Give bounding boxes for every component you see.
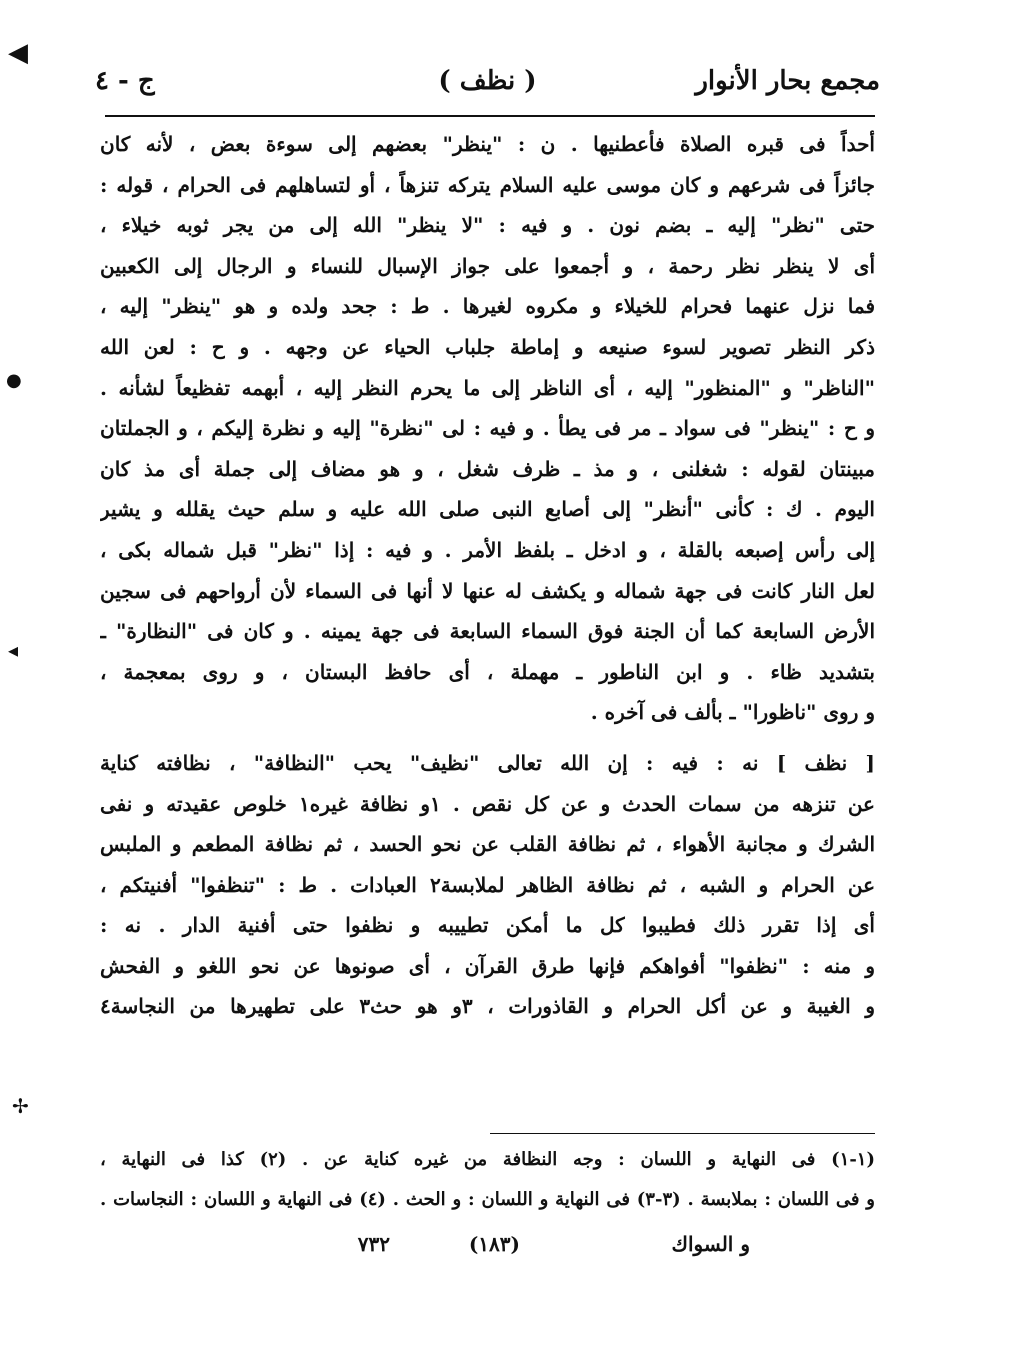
text-line: مبينتان لقوله : شغلنى ، و مذ ـ ظرف شغل ، و هو مضاف إلى جملة أى مذ كان [100,456,875,481]
footnote-rule [490,1133,875,1134]
page-footer [190,1232,750,1268]
text-line: اليوم . ك : كأنى "أنظر" إلى أصابع النبى صلى الله عليه و سلم حيث يقلله و يشير [100,497,875,522]
running-header [95,62,880,106]
text-line: أى إذا تقرر ذلك فطيبوا كل ما أمكن تطييبه و نظفوا حتى أفنية الدار . نه : [100,913,875,938]
text-line: ذكر النظر تصوير لسوء صنيعه و إماطة جلباب الحياء عن وجهه . و ح : لعن الله [100,334,875,359]
text-line: و الغيبة و عن أكل الحرام و القاذورات ، ٣و هو حث٣ على تطهيرها من النجاسة٤ [100,994,875,1019]
text-line: و روى "ناظورا" ـ بألف فى آخره . [590,700,875,725]
margin-mark-cross: ✢ [12,1094,29,1118]
main-text [100,124,875,1027]
text-line: عن الحرام و الشبه ، ثم نظافة الظاهر لملابسة٢ العبادات . ط : "تنظفوا" أفنيتكم ، [100,872,875,897]
text-line: و منه : "نظفوا" أفواهكم فإنها طرق القرآن ، أى صونوها عن نحو اللغو و الفحش [100,953,875,978]
text-line: جائزاً فى شرعهم و كان موسى عليه السلام يتركه تنزهاً ، أو لتساهلهم فى الحرام ، قوله : [100,172,875,197]
footnote-line: (١-١) فى النهاية و اللسان : وجه النظافة من غيره كناية عن . (٢) كذا فى النهاية ، [100,1149,875,1170]
section-number: (١٨٣) [468,1232,520,1256]
text-line: و ح : "ينظر" فى سواد ـ مر فى يطأ . و فيه : لى "نظرة" إليه و نظرة إليكم ، و الجملتان [100,416,875,441]
text-line: حتى "نظر" إليه ـ بضم نون . و فيه : "لا ينظر" الله إلى من يجر ثوبه خيلاء ، [100,213,875,238]
text-line: بتشديد ظاء . و ابن الناطور ـ مهملة ، أى حافظ البستان ، و روى بمعجمة ، [100,659,875,684]
margin-mark-arrow: ◂ [8,638,19,662]
text-line: عن تنزهه من سمات الحدث و عن كل نقص . ١و نظافة غيره١ خلوص عقيدته و نفى [100,791,875,816]
margin-mark-dot: ● [6,370,22,391]
text-line: إلى رأس إصبعه بالقلة ، و ادخل ـ بلفظ الأمر . و فيه : إذا "نظر" قبل شماله بكى ، [100,537,875,562]
entry-heading-line: [ نظف ] نه : فيه : إن الله تعالى "نظيف" يحب "النظافة" ، نظافته كناية [100,750,875,775]
header-rule [105,115,875,117]
book-title: مجمع بحار الأنوار [695,66,880,96]
volume-number: ج - ٤ [95,66,155,96]
text-line: فما نزل عنهما فحرام للخيلاء و مكروه لغيرها . ط : جحد ولده و هو "ينظر" إليه ، [100,294,875,319]
text-line: الأرض السابعة كما أن الجنة فوق السماء السابعة فى جهة يمينه . و كان فى "النظارة" ـ [100,619,875,644]
text-line: "الناظر" و "المنظور" إليه ، أى الناظر إلى ما يحرم النظر إليه ، أبهمه تفظيعاً لشأنه . [100,375,875,400]
catchword: و السواك [671,1232,750,1256]
margin-mark-arrow: ◀ [8,38,28,68]
footnotes [100,1140,875,1220]
text-line: أى لا ينظر نظر رحمة ، و أجمعوا على جواز الإسبال للنساء و الرجال إلى الكعبين [100,253,875,278]
page-number: ٧٣٢ [357,1232,390,1256]
text-line: الشرك و مجانبة الأهواء ، ثم نظافة القلب عن نحو الحسد ، ثم نظافة المطعم و الملبس [100,832,875,857]
text-line: أحداً فى قبره الصلاة فأعطنيها . ن : "ينظر" بعضهم إلى سوءة بعض ، لأنه كان [100,132,875,156]
entry-root: ( نظف ) [438,66,537,96]
footnote-line: و فى اللسان : بملابسة . (٣-٣) فى النهاية و اللسان : و الحث . (٤) فى النهاية و اللسان : النجاسات . [100,1189,875,1210]
text-line: لعل النار كانت فى جهة شماله و يكشف له عنها لا أنها فى السماء لأن أرواحهم فى سجين [100,578,875,603]
